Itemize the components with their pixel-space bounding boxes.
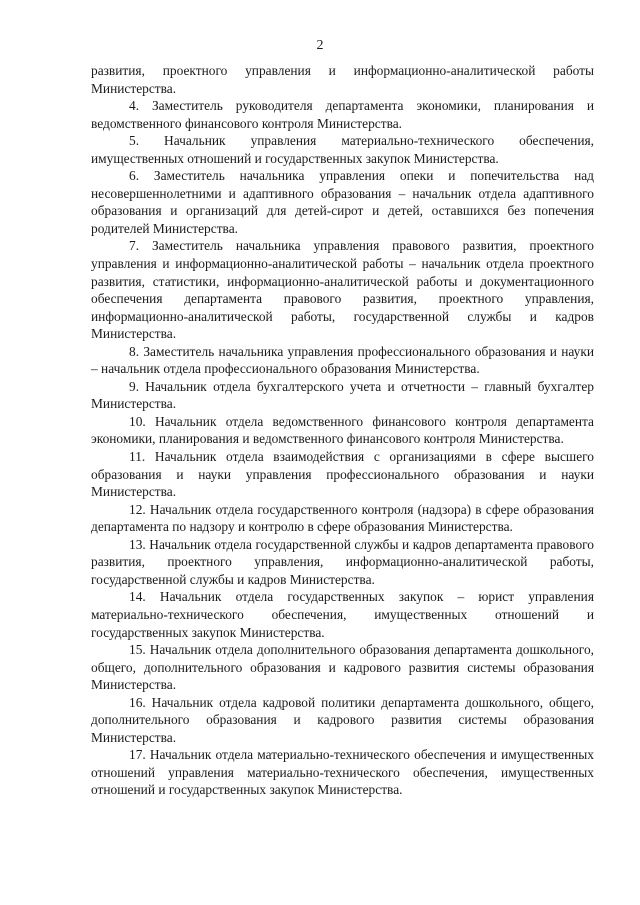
list-item: 14. Начальник отдела государственных закупок – юрист управления материально-технического обеспечения, имущественных отношений и государственных закупок Министерства. bbox=[91, 589, 594, 640]
list-item: 12. Начальник отдела государственного контроля (надзора) в сфере образования департамента по надзору и контролю в сфере образования Министерства. bbox=[91, 501, 594, 535]
list-item: 6. Заместитель начальника управления опеки и попечительства над несовершеннолетними и адаптивного образования – начальник отдела адаптивного образования и организаций для детей-сирот и детей, оставшихся без попечения родителей Министерства. bbox=[91, 168, 594, 236]
continuation-paragraph: развития, проектного управления и информационно-аналитической работы Министерства. bbox=[91, 63, 594, 96]
list-item: 5. Начальник управления материально-технического обеспечения, имущественных отношений и государственных закупок Министерства. bbox=[91, 133, 594, 166]
list-item: 13. Начальник отдела государственной службы и кадров департамента правового развития, проектного управления, информационно-аналитической работы, государственной службы и кадров Министерства. bbox=[91, 536, 594, 587]
list-item: 15. Начальник отдела дополнительного образования департамента дошкольного, общего, дополнительного образования и кадрового развития системы образования Министерства. bbox=[91, 642, 594, 693]
page-number: 2 bbox=[316, 38, 324, 53]
list-item: 17. Начальник отдела материально-технического обеспечения и имущественных отношений управления материально-технического обеспечения, имущественных отношений и государственных закупок Министерства. bbox=[91, 747, 594, 798]
list-item: 16. Начальник отдела кадровой политики департамента дошкольного, общего, дополнительного образования и кадрового развития системы образования Министерства. bbox=[91, 694, 594, 745]
list-item: 4. Заместитель руководителя департамента экономики, планирования и ведомственного финансового контроля Министерства. bbox=[91, 98, 594, 131]
list-item: 10. Начальник отдела ведомственного финансового контроля департамента экономики, планирования и ведомственного финансового контроля Министерства. bbox=[91, 413, 594, 447]
list-item: 9. Начальник отдела бухгалтерского учета и отчетности – главный бухгалтер Министерства. bbox=[91, 378, 594, 412]
list-item: 7. Заместитель начальника управления правового развития, проектного управления и информационно-аналитической работы – начальник отдела проектного развития, статистики, информационно-аналитической работы и документационного обеспечения департамента правового развития, проектного управления, информационно-аналитической работы, государственной службы и кадров Министерства. bbox=[91, 238, 594, 342]
document-body bbox=[91, 62, 594, 799]
list-item: 11. Начальник отдела взаимодействия с организациями в сфере высшего образования и науки управления профессионального образования и науки Министерства. bbox=[91, 449, 594, 500]
list-item: 8. Заместитель начальника управления профессионального образования и науки – начальник отдела профессионального образования Министерства. bbox=[91, 343, 594, 377]
